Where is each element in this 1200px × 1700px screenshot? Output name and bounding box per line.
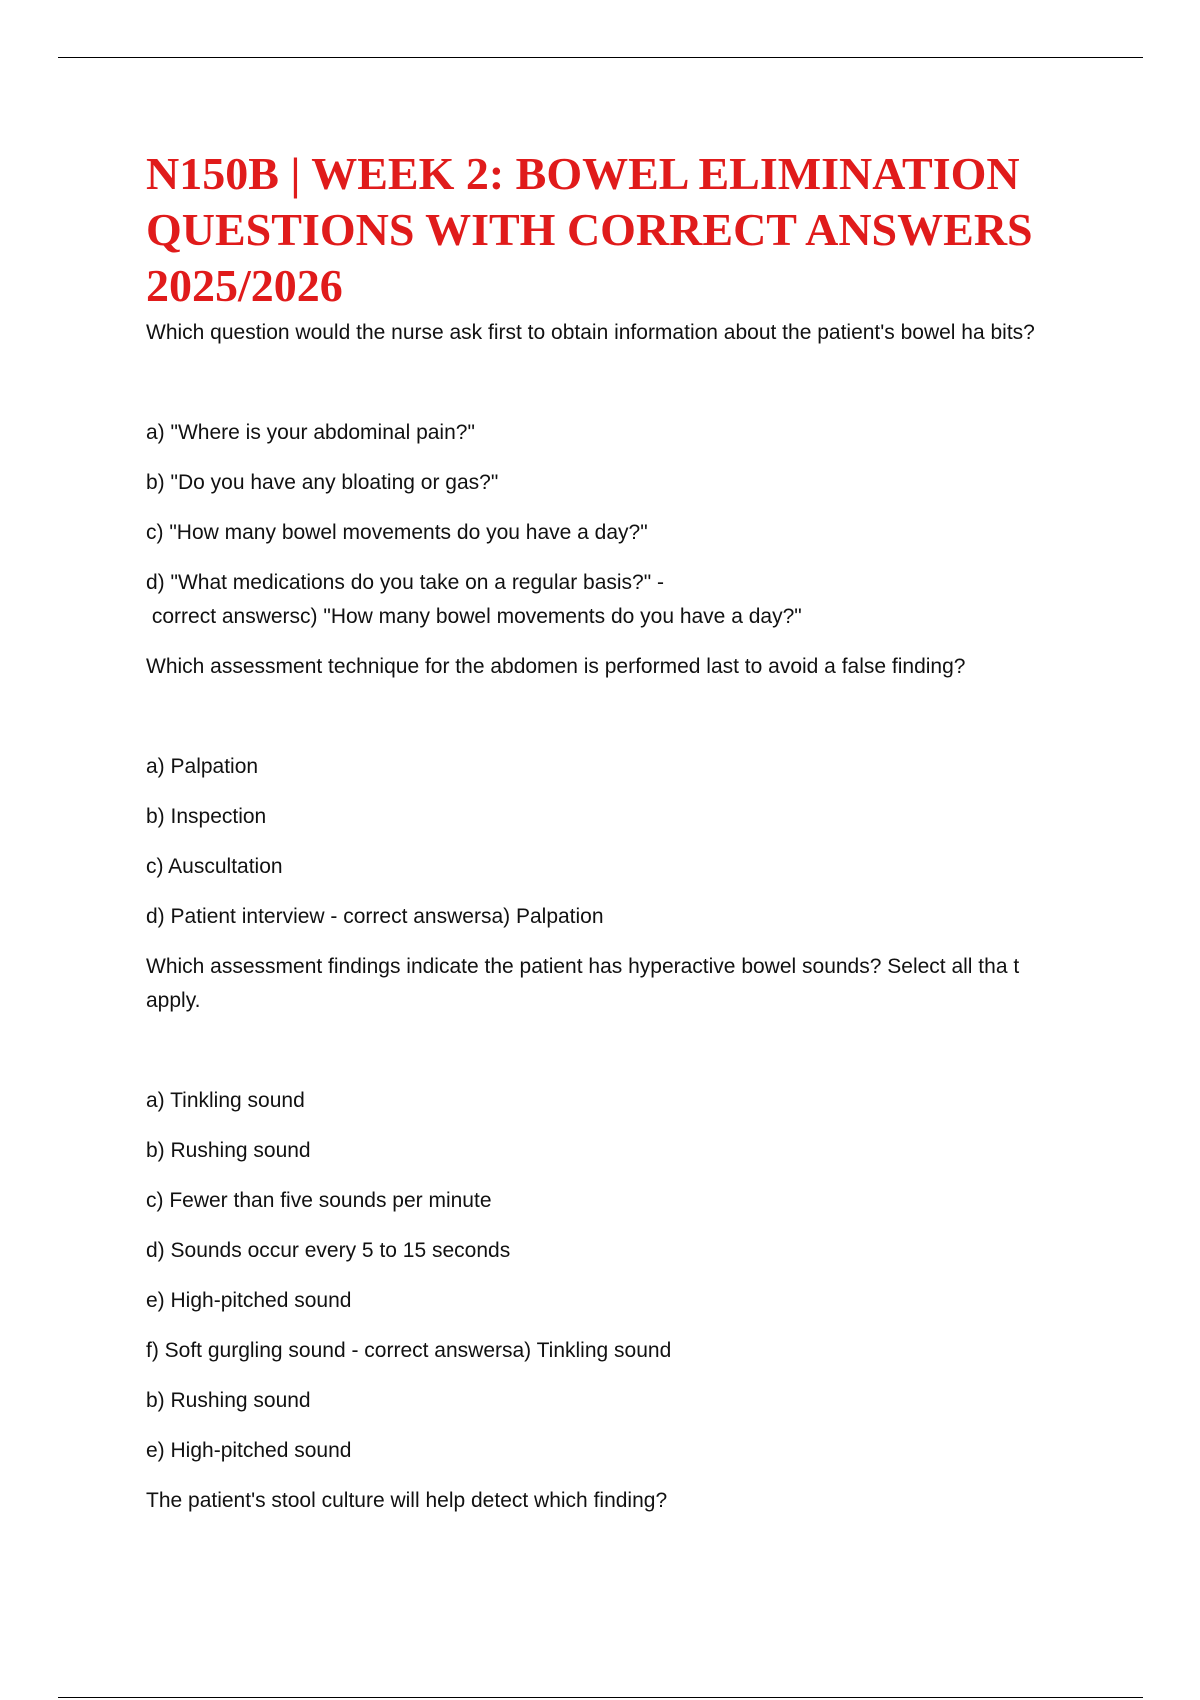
question-3: Which assessment findings indicate the patient has hyperactive bowel sounds? Select all tha t apply.	[146, 955, 1026, 1012]
question-3-option-a: a) Tinkling sound	[146, 1089, 305, 1112]
question-3-answer-b: b) Rushing sound	[146, 1389, 311, 1412]
question-3-option-f-answer: f) Soft gurgling sound - correct answersa) Tinkling sound	[146, 1339, 672, 1362]
question-4: The patient's stool culture will help detect which finding?	[146, 1489, 668, 1512]
question-1-answer: correct answersc) "How many bowel movements do you have a day?"	[146, 605, 802, 628]
question-1: Which question would the nurse ask first to obtain information about the patient's bowel ha bits?	[146, 321, 1035, 344]
question-2: Which assessment technique for the abdomen is performed last to avoid a false finding?	[146, 655, 966, 678]
question-3-option-b: b) Rushing sound	[146, 1139, 311, 1162]
footer-rule	[58, 1697, 1143, 1698]
question-3-option-e: e) High-pitched sound	[146, 1289, 352, 1312]
question-1-option-c: c) "How many bowel movements do you have a day?"	[146, 521, 648, 544]
question-2-option-c: c) Auscultation	[146, 855, 283, 878]
question-1-option-d: d) "What medications do you take on a regular basis?" -	[146, 571, 665, 594]
question-2-option-d-answer: d) Patient interview - correct answersa) Palpation	[146, 905, 604, 928]
document-title: N150B | WEEK 2: BOWEL ELIMINATION QUESTIONS WITH CORRECT ANSWERS 2025/2026	[146, 148, 1033, 311]
question-2-option-b: b) Inspection	[146, 805, 267, 828]
question-3-answer-e: e) High-pitched sound	[146, 1439, 352, 1462]
question-1-option-b: b) "Do you have any bloating or gas?"	[146, 471, 499, 494]
question-3-option-d: d) Sounds occur every 5 to 15 seconds	[146, 1239, 511, 1262]
document-body	[146, 146, 1066, 1534]
question-1-option-a: a) "Where is your abdominal pain?"	[146, 421, 475, 444]
question-2-option-a: a) Palpation	[146, 755, 259, 778]
question-3-option-c: c) Fewer than five sounds per minute	[146, 1189, 492, 1212]
header-rule	[58, 57, 1143, 58]
